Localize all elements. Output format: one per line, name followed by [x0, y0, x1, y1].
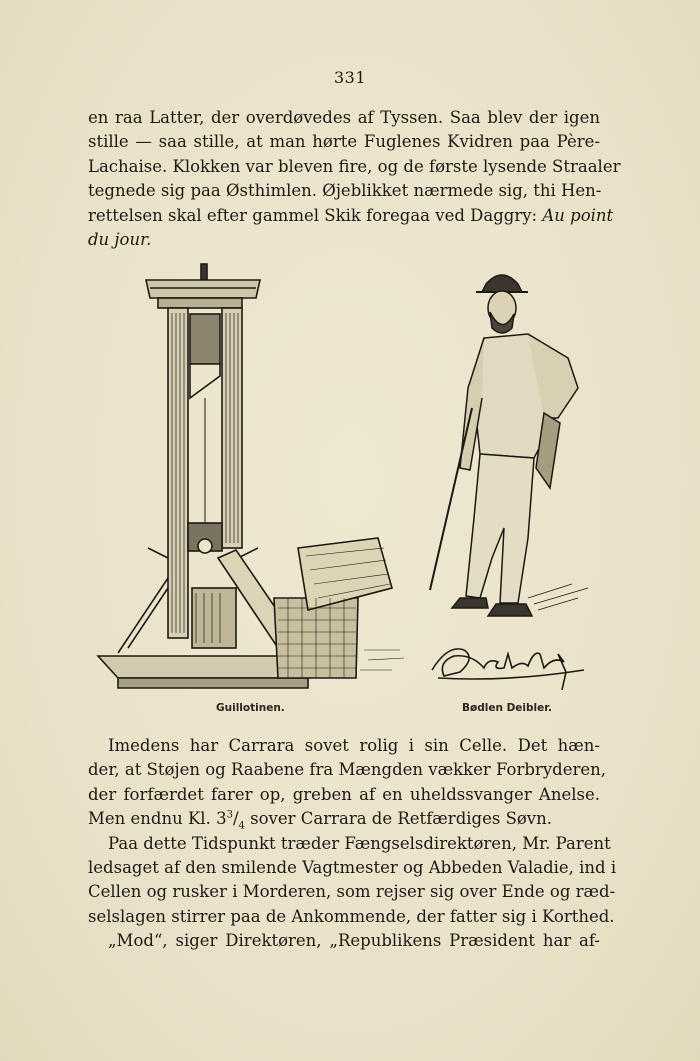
page-number: 331 [333, 68, 367, 87]
fraction-slash: / [232, 809, 239, 829]
text-line: „Mod“, siger Direktøren, „Republikens Præsident har af- [108, 931, 600, 951]
text-run: Men endnu Kl. 3 [88, 809, 227, 829]
bottom-text [88, 734, 617, 954]
text-line: selslagen stirrer paa de Ankommende, der fatter sig i Korthed. [88, 906, 615, 926]
text-run: sover Carrara de Retfærdiges Søvn. [244, 809, 553, 829]
text-line: Cellen og rusker i Morderen, som rejser sig over Ende og ræd- [88, 882, 616, 902]
guillotine-illustration [98, 264, 404, 688]
fraction-numerator: 3 [226, 809, 233, 821]
illustration [88, 258, 608, 718]
text-line: stille — saa stille, at man hørte Fuglenes Kvidren paa Père- [88, 132, 600, 152]
text-line: Paa dette Tidspunkt træder Fængselsdirektøren, Mr. Parent [108, 833, 611, 853]
fraction-denominator: 4 [238, 820, 245, 832]
text-line: der, at Støjen og Raabene fra Mængden vækker Forbryderen, [88, 760, 606, 780]
italic-phrase-end: du jour. [88, 230, 152, 250]
text-line: tegnede sig paa Østhimlen. Øjeblikket nærmede sig, thi Hen- [88, 181, 602, 201]
italic-phrase: Au point [542, 205, 614, 225]
signature [432, 649, 584, 690]
text-run: rettelsen skal efter gammel Skik foregaa ved Daggry: [88, 205, 538, 225]
text-line-fraction [88, 807, 600, 831]
text-line: der forfærdet farer op, greben af en uheldssvanger Anelse. [88, 784, 600, 804]
text-line [88, 204, 614, 228]
text-line: ledsaget af den smilende Vagtmester og Abbeden Valadie, ind i [88, 858, 617, 878]
text-line: en raa Latter, der overdøvedes af Tyssen. Saa blev der igen [88, 108, 600, 127]
executioner-illustration [430, 275, 588, 616]
top-paragraph [88, 106, 621, 252]
caption-guillotine: Guillotinen. [216, 702, 285, 714]
text-line: Lachaise. Klokken var bleven fire, og de første lysende Straaler [88, 156, 621, 176]
text-line: Imedens har Carrara sovet rolig i sin Celle. Det hæn- [108, 736, 600, 755]
caption-executioner: Bødlen Deibler. [462, 702, 552, 714]
